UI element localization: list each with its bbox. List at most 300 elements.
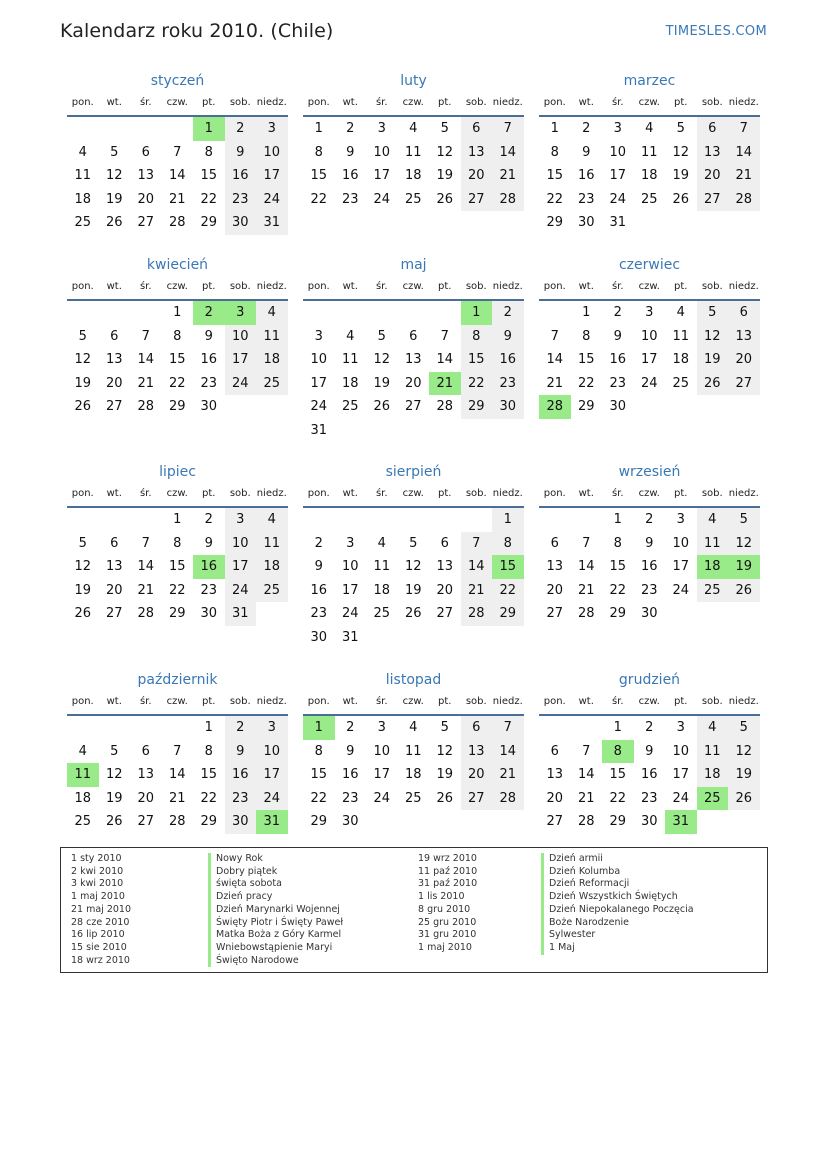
day-cell: 3 [377, 121, 386, 136]
weekday-header [539, 97, 760, 113]
weekday-label: wt. [578, 97, 594, 108]
day-cell: 10 [256, 740, 288, 764]
legend-date: 31 gru 2010 [418, 929, 477, 941]
day-cell: 8 [314, 743, 323, 759]
day-cell: 14 [728, 141, 760, 165]
header-rule [303, 506, 524, 508]
month-name: październik [137, 672, 218, 688]
day-cell: 29 [310, 814, 328, 829]
day-cell: 6 [141, 144, 150, 160]
day-cell: 25 [256, 372, 288, 396]
day-cell: 7 [461, 532, 493, 556]
day-cell: 14 [461, 555, 493, 579]
holiday-day-cell: 25 [697, 787, 729, 811]
holiday-day-cell: 18 [697, 555, 729, 579]
weekday-header [539, 696, 760, 712]
day-cell: 7 [440, 328, 449, 344]
day-cell: 27 [105, 606, 123, 621]
day-cell: 31 [225, 602, 257, 626]
weekday-header [303, 696, 524, 712]
day-cell: 29 [546, 215, 564, 230]
day-cell: 3 [676, 512, 685, 527]
legend-date: 25 gru 2010 [418, 916, 477, 928]
day-cell: 26 [728, 579, 760, 603]
weekday-label: pon. [543, 696, 566, 707]
day-cell: 12 [728, 532, 760, 556]
day-cell: 26 [436, 790, 454, 806]
day-cell: 25 [256, 579, 288, 603]
holiday-day-cell: 1 [461, 301, 493, 325]
day-cell: 6 [550, 535, 559, 551]
day-cell: 20 [461, 164, 493, 188]
day-cell: 2 [645, 512, 654, 527]
weekday-label: wt. [106, 281, 122, 292]
legend-holiday-name: Boże Narodzenie [541, 917, 694, 930]
day-cell: 13 [436, 559, 454, 574]
day-cell: 1 [314, 121, 323, 136]
legend-date: 8 gru 2010 [418, 903, 471, 915]
month-7 [67, 464, 288, 651]
legend-holiday-name: Dzień Wszystkich Świętych [541, 891, 694, 904]
day-cell: 19 [105, 790, 123, 806]
legend-date: 11 paź 2010 [418, 865, 478, 877]
day-cell: 21 [728, 164, 760, 188]
legend-date: 1 maj 2010 [71, 891, 125, 903]
legend-dates-right [418, 853, 477, 955]
day-cell: 8 [550, 144, 559, 160]
weekday-header [303, 97, 524, 113]
weekday-label: czw. [402, 281, 424, 292]
day-cell: 17 [310, 375, 328, 391]
day-cell: 13 [461, 141, 493, 165]
month-6 [539, 257, 760, 444]
day-cell: 1 [613, 512, 622, 527]
legend-date: 28 cze 2010 [71, 916, 130, 928]
day-cell: 4 [676, 305, 685, 320]
day-cell: 3 [613, 121, 622, 136]
weekday-label: śr. [139, 488, 152, 499]
weekday-header [539, 281, 760, 297]
day-cell: 3 [377, 720, 386, 735]
day-cell: 20 [404, 375, 422, 391]
day-cell: 27 [404, 399, 422, 414]
day-cell: 11 [672, 328, 690, 344]
day-cell: 28 [137, 606, 155, 621]
day-cell: 28 [492, 188, 524, 212]
month-name: marzec [623, 73, 676, 89]
weekday-label: czw. [166, 696, 188, 707]
day-cell: 18 [256, 555, 288, 579]
weekday-label: sob. [701, 97, 723, 108]
day-cell: 29 [168, 606, 186, 621]
day-cell: 10 [256, 141, 288, 165]
legend-date: 19 wrz 2010 [418, 853, 477, 864]
day-cell: 8 [314, 144, 323, 160]
legend-names-left [208, 853, 343, 967]
day-cell: 7 [173, 144, 182, 160]
legend-date: 2 kwi 2010 [71, 865, 124, 877]
day-cell: 22 [461, 372, 493, 396]
day-cell: 12 [697, 325, 729, 349]
day-cell: 27 [436, 606, 454, 621]
day-cell: 25 [74, 814, 92, 829]
day-cell: 7 [173, 743, 182, 759]
day-cell: 23 [200, 375, 218, 391]
day-cell: 16 [225, 164, 257, 188]
day-cell: 4 [409, 720, 418, 735]
weekday-label: niedz. [492, 488, 523, 499]
weekday-label: pt. [202, 488, 216, 499]
day-cell: 3 [256, 716, 288, 740]
day-cell: 12 [728, 740, 760, 764]
day-cell: 30 [609, 399, 627, 414]
day-cell: 4 [346, 328, 355, 344]
day-cell: 16 [341, 767, 359, 782]
day-cell: 5 [377, 328, 386, 344]
day-cell: 26 [74, 399, 92, 414]
day-cell: 26 [404, 606, 422, 621]
month-9 [539, 464, 760, 651]
day-cell: 27 [105, 399, 123, 414]
day-cell: 28 [137, 399, 155, 414]
day-cell: 27 [137, 215, 155, 230]
day-cell: 28 [436, 399, 454, 414]
weekday-label: niedz. [256, 488, 287, 499]
weekday-label: pon. [543, 97, 566, 108]
weekday-header [67, 97, 288, 113]
month-1 [67, 73, 288, 260]
weekday-label: pt. [202, 281, 216, 292]
day-cell: 12 [105, 168, 123, 183]
weekday-label: wt. [578, 696, 594, 707]
day-cell: 6 [409, 328, 418, 344]
legend-date: 18 wrz 2010 [71, 954, 130, 966]
day-cell: 30 [640, 606, 658, 621]
day-cell: 14 [137, 352, 155, 367]
day-cell: 29 [168, 399, 186, 414]
day-cell: 6 [697, 117, 729, 141]
day-cell: 17 [373, 168, 391, 183]
day-cell: 15 [310, 168, 328, 183]
holiday-day-cell: 15 [492, 555, 524, 579]
weekday-label: sob. [701, 488, 723, 499]
day-cell: 27 [546, 814, 564, 829]
day-cell: 19 [74, 582, 92, 598]
day-cell: 30 [225, 211, 257, 235]
day-cell: 9 [613, 328, 622, 344]
holiday-day-cell: 28 [539, 395, 571, 419]
day-cell: 29 [492, 602, 524, 626]
weekday-label: sob. [229, 97, 251, 108]
day-cell: 27 [137, 814, 155, 829]
day-cell: 6 [110, 535, 119, 551]
weekday-label: niedz. [492, 97, 523, 108]
day-cell: 13 [728, 325, 760, 349]
day-cell: 21 [137, 582, 155, 598]
day-cell: 14 [436, 352, 454, 367]
day-cell: 15 [609, 767, 627, 782]
day-cell: 6 [141, 743, 150, 759]
day-cell: 18 [341, 375, 359, 391]
day-cell: 5 [78, 328, 87, 344]
day-cell: 20 [105, 582, 123, 598]
day-cell: 9 [645, 743, 654, 759]
weekday-label: wt. [342, 97, 358, 108]
day-cell: 6 [461, 716, 493, 740]
weekday-label: czw. [638, 488, 660, 499]
day-cell: 4 [256, 508, 288, 532]
day-cell: 25 [697, 579, 729, 603]
day-cell: 30 [310, 629, 328, 645]
day-cell: 17 [640, 352, 658, 367]
day-cell: 25 [74, 215, 92, 230]
day-cell: 12 [74, 352, 92, 367]
day-cell: 1 [613, 720, 622, 735]
weekday-label: niedz. [256, 281, 287, 292]
day-cell: 5 [728, 716, 760, 740]
day-cell: 29 [577, 399, 595, 414]
day-cell: 19 [373, 375, 391, 391]
day-cell: 23 [640, 790, 658, 806]
weekday-label: pon. [307, 281, 330, 292]
weekday-label: śr. [375, 696, 388, 707]
weekday-label: śr. [611, 97, 624, 108]
weekday-label: pon. [71, 488, 94, 499]
day-cell: 23 [341, 191, 359, 207]
weekday-label: wt. [342, 281, 358, 292]
day-cell: 14 [137, 559, 155, 574]
weekday-header [67, 281, 288, 297]
day-cell: 10 [609, 144, 627, 160]
day-cell: 1 [204, 720, 213, 735]
day-cell: 17 [341, 582, 359, 598]
day-cell: 7 [728, 117, 760, 141]
day-cell: 15 [577, 352, 595, 367]
day-cell: 1 [173, 512, 182, 527]
day-cell: 22 [310, 191, 328, 207]
weekday-label: czw. [402, 97, 424, 108]
weekday-label: sob. [701, 696, 723, 707]
day-cell: 16 [310, 582, 328, 598]
day-cell: 16 [609, 352, 627, 367]
day-cell: 22 [168, 375, 186, 391]
day-cell: 2 [492, 301, 524, 325]
holiday-day-cell: 31 [256, 810, 288, 834]
day-cell: 11 [373, 559, 391, 574]
day-cell: 15 [200, 767, 218, 782]
day-cell: 4 [78, 144, 87, 160]
day-cell: 24 [310, 399, 328, 414]
month-10 [67, 672, 288, 859]
legend-holiday-name: święta sobota [208, 878, 343, 891]
day-cell: 19 [436, 767, 454, 782]
day-cell: 19 [436, 168, 454, 183]
legend-holiday-name: Sylwester [541, 929, 694, 942]
day-cell: 24 [225, 579, 257, 603]
day-cell: 27 [461, 188, 493, 212]
legend-dates-left [71, 853, 131, 967]
day-cell: 9 [314, 559, 323, 574]
site-link[interactable]: TIMESLES.COM [665, 24, 767, 39]
day-cell: 10 [310, 352, 328, 367]
day-cell: 22 [609, 790, 627, 806]
day-cell: 10 [373, 144, 391, 160]
day-cell: 19 [404, 582, 422, 598]
weekday-label: wt. [342, 488, 358, 499]
weekday-label: pon. [71, 696, 94, 707]
day-cell: 2 [582, 121, 591, 136]
day-cell: 10 [225, 532, 257, 556]
weekday-label: czw. [402, 696, 424, 707]
weekday-label: niedz. [256, 696, 287, 707]
day-cell: 9 [225, 740, 257, 764]
day-cell: 6 [728, 301, 760, 325]
weekday-label: czw. [166, 97, 188, 108]
day-cell: 28 [492, 787, 524, 811]
weekday-header [303, 488, 524, 504]
day-cell: 1 [492, 508, 524, 532]
day-cell: 2 [346, 121, 355, 136]
day-cell: 21 [461, 579, 493, 603]
day-cell: 14 [546, 352, 564, 367]
weekday-header [539, 488, 760, 504]
day-cell: 23 [609, 375, 627, 391]
weekday-label: sob. [229, 281, 251, 292]
day-cell: 2 [613, 305, 622, 320]
holiday-day-cell: 16 [193, 555, 225, 579]
day-cell: 9 [204, 535, 213, 551]
day-cell: 7 [492, 716, 524, 740]
day-cell: 25 [404, 191, 422, 207]
month-name: listopad [385, 672, 442, 688]
weekday-label: śr. [611, 488, 624, 499]
day-cell: 24 [225, 372, 257, 396]
day-cell: 20 [546, 790, 564, 806]
weekday-label: pt. [674, 696, 688, 707]
weekday-label: śr. [139, 696, 152, 707]
day-cell: 21 [546, 375, 564, 391]
day-cell: 23 [640, 582, 658, 598]
day-cell: 5 [440, 121, 449, 136]
weekday-label: niedz. [728, 97, 759, 108]
legend-holiday-name: Dzień Marynarki Wojennej [208, 904, 343, 917]
day-cell: 19 [728, 763, 760, 787]
day-cell: 8 [492, 532, 524, 556]
day-cell: 26 [697, 372, 729, 396]
day-cell: 15 [546, 168, 564, 183]
day-cell: 9 [346, 144, 355, 160]
day-cell: 23 [225, 188, 257, 212]
day-cell: 20 [137, 191, 155, 207]
day-cell: 15 [168, 559, 186, 574]
day-cell: 5 [409, 535, 418, 551]
day-cell: 27 [461, 787, 493, 811]
day-cell: 27 [546, 606, 564, 621]
weekday-label: czw. [638, 696, 660, 707]
day-cell: 4 [697, 716, 729, 740]
weekday-label: pon. [543, 488, 566, 499]
day-cell: 30 [640, 814, 658, 829]
day-cell: 25 [373, 606, 391, 621]
legend-date: 31 paź 2010 [418, 878, 478, 890]
day-cell: 22 [609, 582, 627, 598]
month-5 [303, 257, 524, 444]
legend-date: 3 kwi 2010 [71, 878, 124, 890]
day-cell: 11 [256, 325, 288, 349]
month-name: sierpień [385, 464, 442, 480]
day-cell: 8 [204, 144, 213, 160]
day-cell: 21 [492, 164, 524, 188]
day-cell: 15 [168, 352, 186, 367]
weekday-label: pon. [307, 97, 330, 108]
legend-holiday-name: Dzień pracy [208, 891, 343, 904]
day-cell: 13 [105, 559, 123, 574]
day-cell: 23 [225, 787, 257, 811]
weekday-label: pt. [438, 281, 452, 292]
weekday-label: pt. [674, 281, 688, 292]
day-cell: 12 [373, 352, 391, 367]
weekday-label: śr. [611, 696, 624, 707]
day-cell: 24 [373, 191, 391, 207]
month-name: maj [400, 257, 427, 273]
day-cell: 11 [404, 144, 422, 160]
day-cell: 30 [577, 215, 595, 230]
weekday-label: niedz. [492, 696, 523, 707]
day-cell: 28 [461, 602, 493, 626]
weekday-header [67, 488, 288, 504]
day-cell: 11 [640, 144, 658, 160]
day-cell: 11 [697, 532, 729, 556]
day-cell: 21 [577, 790, 595, 806]
weekday-label: sob. [465, 97, 487, 108]
day-cell: 11 [74, 168, 92, 183]
day-cell: 31 [341, 629, 359, 645]
day-cell: 17 [256, 763, 288, 787]
day-cell: 7 [582, 535, 591, 551]
day-cell: 8 [173, 535, 182, 551]
legend-holiday-name: Święto Narodowe [208, 955, 343, 968]
day-cell: 16 [640, 559, 658, 574]
weekday-label: sob. [465, 696, 487, 707]
day-cell: 31 [609, 215, 627, 230]
weekday-label: sob. [229, 696, 251, 707]
day-cell: 16 [200, 352, 218, 367]
day-cell: 18 [74, 191, 92, 207]
day-cell: 18 [404, 767, 422, 782]
weekday-label: niedz. [728, 696, 759, 707]
day-cell: 9 [492, 325, 524, 349]
day-cell: 18 [256, 348, 288, 372]
day-cell: 24 [672, 790, 690, 806]
holiday-day-cell: 1 [193, 117, 225, 141]
day-cell: 24 [373, 790, 391, 806]
day-cell: 13 [461, 740, 493, 764]
day-cell: 14 [168, 168, 186, 183]
day-cell: 4 [256, 301, 288, 325]
day-cell: 16 [225, 763, 257, 787]
legend-date: 21 maj 2010 [71, 903, 132, 915]
weekday-label: pt. [438, 97, 452, 108]
day-cell: 12 [436, 144, 454, 160]
holiday-day-cell: 3 [225, 301, 257, 325]
weekday-label: śr. [611, 281, 624, 292]
day-cell: 25 [404, 790, 422, 806]
day-cell: 13 [546, 767, 564, 782]
weekday-label: śr. [375, 281, 388, 292]
day-cell: 6 [110, 328, 119, 344]
day-cell: 21 [492, 763, 524, 787]
legend-holiday-name: Wniebowstąpienie Maryi [208, 942, 343, 955]
